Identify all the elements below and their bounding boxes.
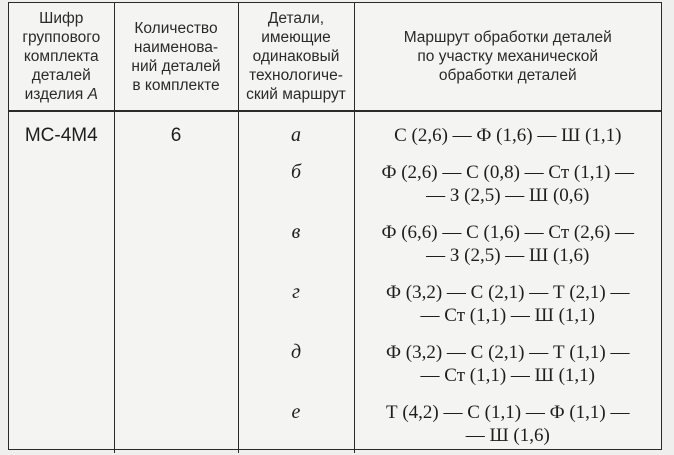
route-cell: Ф (6,6) — С (1,6) — Ст (2,6) — — З (2,5) — Ш (1,6) <box>381 222 635 266</box>
routes-table-frame <box>8 2 662 450</box>
part-letter-cell: б <box>238 147 354 207</box>
part-letter-cell: а <box>238 111 354 147</box>
product-letter: A <box>87 86 98 103</box>
header-route: Маршрут обработки деталей по участку механической обработки деталей <box>354 3 661 111</box>
table-row <box>9 111 661 147</box>
route-cell: Ф (3,2) — С (2,1) — Т (2,1) — — Ст (1,1) — Ш (1,1) <box>385 282 630 326</box>
set-code-cell: МС-4М4 <box>9 111 114 453</box>
header-quantity: Количество наименова- ний деталей в комплекте <box>114 3 238 111</box>
header-row <box>9 3 661 111</box>
route-cell: С (2,6) — Ф (1,6) — Ш (1,1) <box>394 125 622 146</box>
routes-table <box>9 3 661 453</box>
header-set-code-last-line: изделия A <box>24 86 98 103</box>
part-letter-cell: е <box>238 387 354 453</box>
route-cell: Ф (2,6) — С (0,8) — Ст (1,1) — — З (2,5) — Ш (0,6) <box>381 162 635 206</box>
part-letter-cell: г <box>238 267 354 327</box>
set-quantity-cell: 6 <box>114 111 238 453</box>
part-letter-cell: в <box>238 207 354 267</box>
header-set-code: Шифр группового комплекта деталей изделия A <box>9 3 114 111</box>
header-same-route-parts: Детали, имеющие одинаковый технологиче- ский маршрут <box>238 3 354 111</box>
part-letter-cell: д <box>238 327 354 387</box>
route-cell: Ф (3,2) — С (2,1) — Т (1,1) — — Ст (1,1) — Ш (1,1) <box>385 342 630 386</box>
route-cell: Т (4,2) — С (1,1) — Ф (1,1) — — Ш (1,6) <box>385 402 630 446</box>
